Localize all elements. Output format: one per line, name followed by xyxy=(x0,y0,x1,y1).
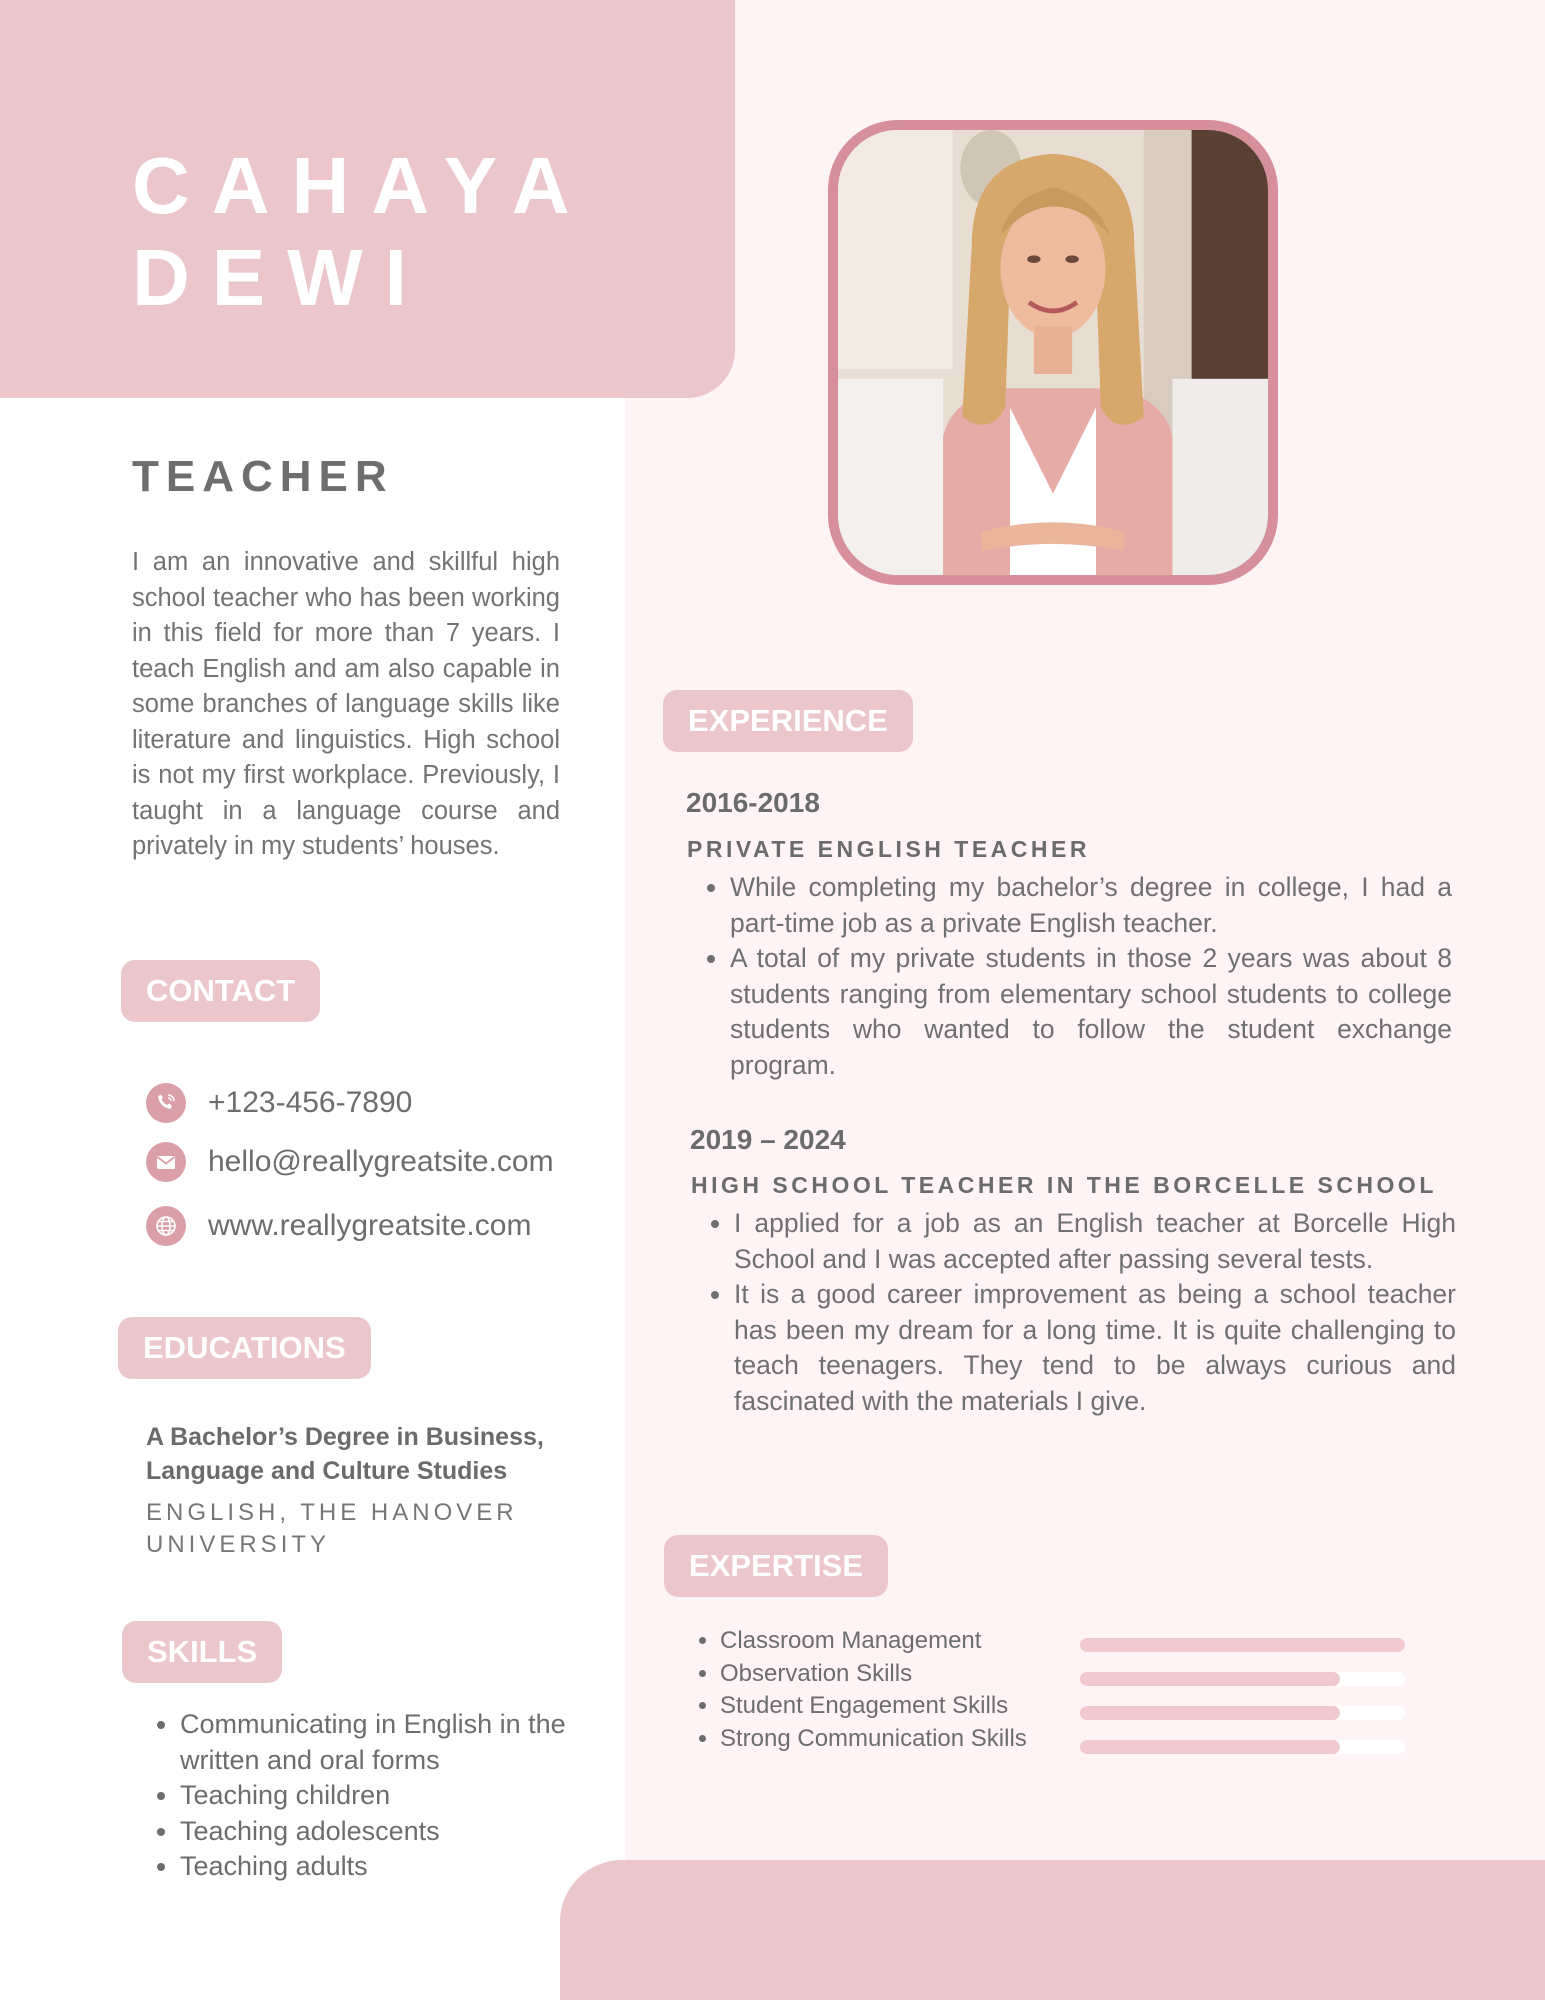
job-2-title: HIGH SCHOOL TEACHER IN THE BORCELLE SCHOOL xyxy=(691,1172,1437,1198)
education-school: ENGLISH, THE HANOVER UNIVERSITY xyxy=(146,1499,518,1558)
list-item: • Classroom Management xyxy=(720,1625,1100,1658)
skills-list xyxy=(150,1707,600,1885)
job-role: TEACHER xyxy=(132,452,394,501)
skills-heading: SKILLS xyxy=(122,1621,282,1683)
list-item: • Teaching children xyxy=(180,1778,600,1814)
mail-icon xyxy=(146,1142,186,1182)
profile-photo-illustration xyxy=(838,130,1268,575)
phone-icon xyxy=(146,1083,186,1123)
expertise-bar-classroom-management xyxy=(1080,1638,1405,1652)
list-item: • Teaching adults xyxy=(180,1849,600,1885)
job-2-bullets xyxy=(690,1206,1456,1419)
candidate-name xyxy=(132,140,592,324)
contact-website-text: www.reallygreatsite.com xyxy=(208,1209,532,1242)
job-1-bullets xyxy=(686,870,1452,1083)
profile-photo xyxy=(828,120,1278,585)
expertise-list xyxy=(690,1625,1100,1755)
contact-website xyxy=(146,1204,531,1248)
expertise-bar-fill xyxy=(1080,1638,1405,1652)
expertise-bar-fill xyxy=(1080,1706,1340,1720)
expertise-bar-observation-skills xyxy=(1080,1672,1405,1686)
list-item: • While completing my bachelor’s degree in college, I had a part-time job as a private English teacher. xyxy=(730,870,1452,941)
expertise-bar-strong-communication xyxy=(1080,1740,1405,1754)
contact-heading: CONTACT xyxy=(121,960,320,1022)
experience-heading: EXPERIENCE xyxy=(663,690,913,752)
name-last: DEWI xyxy=(132,233,429,322)
education-heading: EDUCATIONS xyxy=(118,1317,371,1379)
job-1-title: PRIVATE ENGLISH TEACHER xyxy=(687,836,1090,862)
job-2-years: 2019 – 2024 xyxy=(690,1124,846,1155)
list-item: • It is a good career improvement as being a school teacher has been my dream for a long time. It is quite challenging to teach teenagers. They tend to be always curious and fascinated with the materials I give. xyxy=(734,1277,1456,1419)
contact-email xyxy=(146,1140,554,1184)
list-item: • Student Engagement Skills xyxy=(720,1690,1100,1723)
list-item: • Communicating in English in the written and oral forms xyxy=(180,1707,600,1778)
expertise-heading: EXPERTISE xyxy=(664,1535,888,1597)
expertise-bar-fill xyxy=(1080,1740,1340,1754)
name-first: CAHAYA xyxy=(132,141,592,230)
contact-phone xyxy=(146,1081,412,1125)
footer-decoration xyxy=(560,1860,1545,2000)
list-item: • A total of my private students in those 2 years was about 8 students ranging from elementary school students to college students who wanted to follow the student exchange program. xyxy=(730,941,1452,1083)
globe-icon xyxy=(146,1206,186,1246)
list-item: • Strong Communication Skills xyxy=(720,1723,1100,1756)
contact-email-text: hello@reallygreatsite.com xyxy=(208,1145,554,1178)
about-paragraph: I am an innovative and skillful high school teacher who has been working in this field for more than 7 years. I teach English and am also capable in some branches of language skills like literature and linguistics. High school is not my first workplace. Previously, I taught in a language course and privately in my students’ houses. xyxy=(132,548,560,860)
job-1-years: 2016-2018 xyxy=(686,787,820,818)
contact-phone-text: +123-456-7890 xyxy=(208,1086,413,1119)
expertise-bar-fill xyxy=(1080,1672,1340,1686)
list-item: • I applied for a job as an English teacher at Borcelle High School and I was accepted after passing several tests. xyxy=(734,1206,1456,1277)
expertise-bar-student-engagement xyxy=(1080,1706,1405,1720)
list-item: • Teaching adolescents xyxy=(180,1814,600,1850)
list-item: • Observation Skills xyxy=(720,1658,1100,1691)
education-degree: A Bachelor’s Degree in Business, Language and Culture Studies xyxy=(146,1423,544,1485)
